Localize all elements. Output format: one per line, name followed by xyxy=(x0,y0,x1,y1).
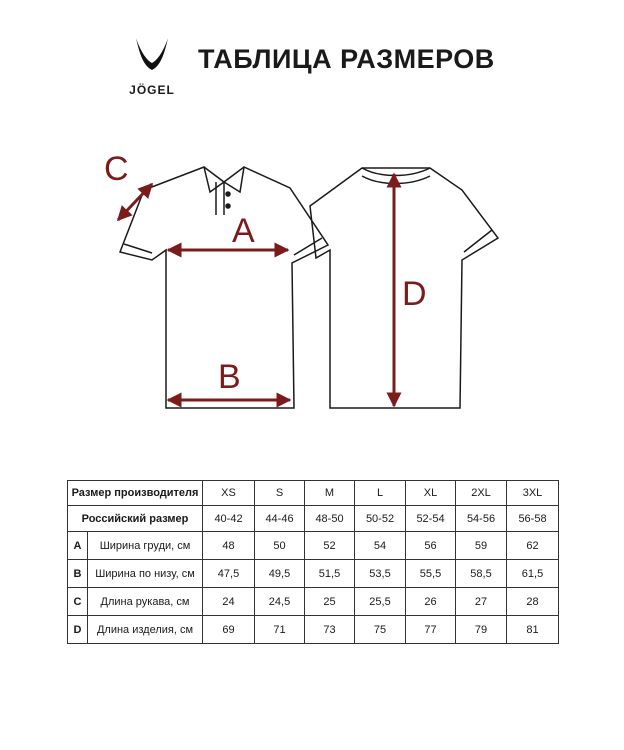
value-cell: 54 xyxy=(355,532,406,560)
ru-size-cell: 52-54 xyxy=(406,506,456,532)
row-letter: D xyxy=(68,616,88,644)
table-row xyxy=(68,616,559,644)
logo-mark-icon xyxy=(130,36,174,80)
table-row xyxy=(68,588,559,616)
size-cell: XS xyxy=(203,481,255,506)
value-cell: 53,5 xyxy=(355,560,406,588)
value-cell: 61,5 xyxy=(507,560,559,588)
value-cell: 48 xyxy=(203,532,255,560)
size-cell: L xyxy=(355,481,406,506)
row-name: Ширина груди, см xyxy=(88,532,203,560)
manufacturer-size-label: Размер производителя xyxy=(68,481,203,506)
value-cell: 26 xyxy=(406,588,456,616)
ru-size-cell: 50-52 xyxy=(355,506,406,532)
table-row xyxy=(68,481,559,506)
row-name: Ширина по низу, см xyxy=(88,560,203,588)
value-cell: 73 xyxy=(305,616,355,644)
value-cell: 50 xyxy=(255,532,305,560)
row-name: Длина изделия, см xyxy=(88,616,203,644)
table-row xyxy=(68,532,559,560)
value-cell: 52 xyxy=(305,532,355,560)
size-cell: 3XL xyxy=(507,481,559,506)
size-cell: 2XL xyxy=(456,481,507,506)
ru-size-cell: 56-58 xyxy=(507,506,559,532)
russian-size-label: Российский размер xyxy=(68,506,203,532)
brand-name: JÖGEL xyxy=(129,83,175,97)
label-d: D xyxy=(402,275,427,313)
table-row xyxy=(68,506,559,532)
row-name: Длина рукава, см xyxy=(88,588,203,616)
value-cell: 79 xyxy=(456,616,507,644)
label-c: C xyxy=(104,150,129,188)
size-cell: S xyxy=(255,481,305,506)
header xyxy=(120,30,540,100)
ru-size-cell: 40-42 xyxy=(203,506,255,532)
value-cell: 25,5 xyxy=(355,588,406,616)
value-cell: 58,5 xyxy=(456,560,507,588)
value-cell: 77 xyxy=(406,616,456,644)
label-a: A xyxy=(232,212,255,250)
ru-size-cell: 48-50 xyxy=(305,506,355,532)
table-row xyxy=(68,560,559,588)
value-cell: 24 xyxy=(203,588,255,616)
label-b: B xyxy=(218,358,241,396)
value-cell: 62 xyxy=(507,532,559,560)
jogel-logo xyxy=(120,36,184,100)
value-cell: 59 xyxy=(456,532,507,560)
row-letter: A xyxy=(68,532,88,560)
value-cell: 51,5 xyxy=(305,560,355,588)
size-cell: M xyxy=(305,481,355,506)
value-cell: 71 xyxy=(255,616,305,644)
row-letter: B xyxy=(68,560,88,588)
value-cell: 25 xyxy=(305,588,355,616)
value-cell: 56 xyxy=(406,532,456,560)
value-cell: 47,5 xyxy=(203,560,255,588)
size-table xyxy=(67,480,559,644)
value-cell: 28 xyxy=(507,588,559,616)
size-cell: XL xyxy=(406,481,456,506)
measure-arrows xyxy=(118,174,394,406)
value-cell: 81 xyxy=(507,616,559,644)
value-cell: 75 xyxy=(355,616,406,644)
page-title: ТАБЛИЦА РАЗМЕРОВ xyxy=(198,44,495,74)
value-cell: 27 xyxy=(456,588,507,616)
ru-size-cell: 54-56 xyxy=(456,506,507,532)
ru-size-cell: 44-46 xyxy=(255,506,305,532)
polo-diagram xyxy=(100,150,520,420)
value-cell: 24,5 xyxy=(255,588,305,616)
value-cell: 55,5 xyxy=(406,560,456,588)
row-letter: C xyxy=(68,588,88,616)
value-cell: 49,5 xyxy=(255,560,305,588)
value-cell: 69 xyxy=(203,616,255,644)
